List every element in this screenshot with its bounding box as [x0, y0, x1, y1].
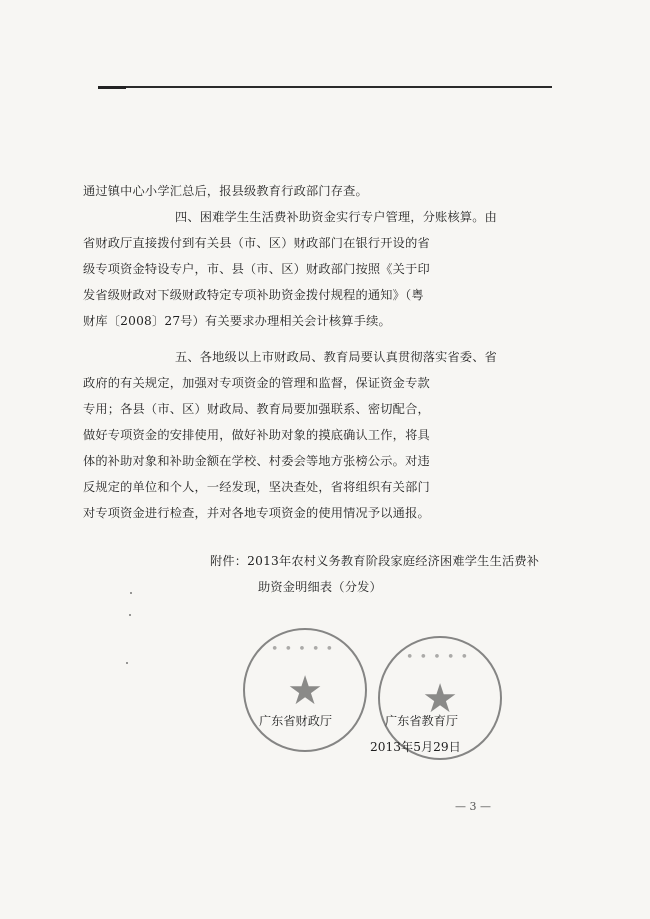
text-line: 反规定的单位和个人，一经发现，坚决查处，省将组织有关部门 — [83, 480, 430, 494]
text-line: 级专项资金特设专户，市、县（市、区）财政部门按照《关于印 — [83, 262, 430, 276]
text-line: 省财政厅直接拨付到有关县（市、区）财政部门在银行开设的省 — [83, 236, 430, 250]
seal-arc-mark: ••••• — [405, 650, 475, 665]
text-line: 发省级财政对下级财政特定专项补助资金拨付规程的通知》（粤 — [83, 288, 424, 302]
text-line: 做好专项资金的安排使用，做好补助对象的摸底确认工作，将具 — [83, 428, 430, 442]
signer-finance: 广东省财政厅 — [259, 714, 333, 728]
scan-speck — [130, 592, 132, 594]
page-number: — 3 — — [455, 800, 491, 813]
official-seal-finance — [243, 628, 367, 752]
text-line: 通过镇中心小学汇总后，报县级教育行政部门存查。 — [83, 184, 368, 198]
text-line: 政府的有关规定，加强对专项资金的管理和监督，保证资金专款 — [83, 376, 430, 390]
attachment-note — [210, 548, 539, 600]
star-icon: ★ — [287, 668, 323, 714]
attachment-line: 附件：2013年农村义务教育阶段家庭经济困难学生生活费补 — [210, 554, 540, 568]
scan-speck — [129, 614, 131, 616]
attachment-line: 助资金明细表（分发） — [258, 580, 382, 594]
text-line: 专用；各县（市、区）财政局、教育局要加强联系、密切配合， — [83, 402, 430, 416]
star-icon: ★ — [422, 676, 458, 722]
body-text — [83, 178, 530, 526]
text-line: 对专项资金进行检查，并对各地专项资金的使用情况予以通报。 — [83, 506, 430, 520]
signer-education: 广东省教育厅 — [385, 714, 459, 728]
scan-speck — [126, 662, 128, 664]
text-line: 财库〔2008〕27号）有关要求办理相关会计核算手续。 — [83, 314, 391, 328]
text-line: 五、各地级以上市财政局、教育局要认真贯彻落实省委、省 — [175, 350, 498, 364]
issue-date: 2013年5月29日 — [370, 740, 461, 754]
header-rule — [126, 86, 552, 88]
seal-arc-mark: ••••• — [270, 642, 340, 657]
text-line: 四、困难学生生活费补助资金实行专户管理，分账核算。由 — [175, 210, 498, 224]
header-rule-mark — [98, 86, 126, 89]
text-line: 体的补助对象和补助金额在学校、村委会等地方张榜公示。对违 — [83, 454, 430, 468]
